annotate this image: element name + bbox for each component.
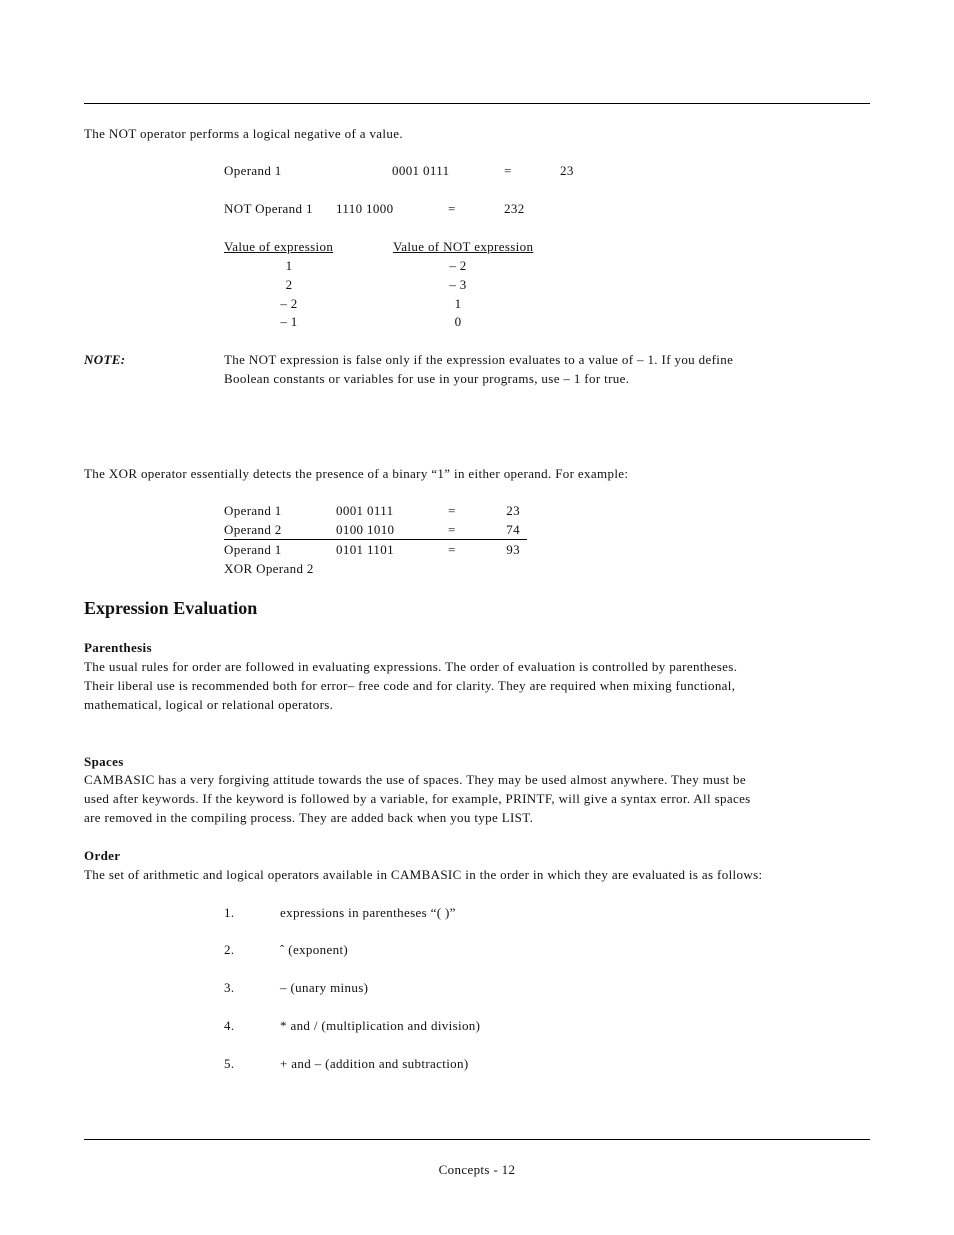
xor-row-2-value: 74	[506, 522, 520, 537]
not-table-row-3-value: – 2	[280, 296, 298, 311]
not-result-value: 232	[504, 201, 525, 216]
not-table-row-1-value: 1	[285, 258, 293, 273]
not-result-label: NOT Operand 1	[224, 201, 313, 216]
spaces-line-2: used after keywords. If the keyword is followed by a variable, for example, PRINTF, will give a syntax error. All spaces	[84, 791, 751, 806]
not-operand-eq: =	[504, 163, 512, 178]
xor-row-3-eq: =	[448, 542, 456, 557]
xor-row-3-label-cont: XOR Operand 2	[224, 561, 314, 576]
xor-row-1-bits: 0001 0111	[336, 503, 394, 518]
note-line-1: The NOT expression is false only if the expression evaluates to a value of – 1. If you define	[224, 352, 734, 367]
order-item-4-num: 4.	[224, 1018, 235, 1033]
xor-row-2-eq: =	[448, 522, 456, 537]
parenthesis-line-1: The usual rules for order are followed in evaluating expressions. The order of evaluation is controlled by parentheses.	[84, 659, 738, 674]
order-item-5-text: + and – (addition and subtraction)	[280, 1056, 469, 1071]
parenthesis-line-2: Their liberal use is recommended both for error– free code and for clarity. They are required when mixing functional,	[84, 678, 736, 693]
order-item-1-text: expressions in parentheses “( )”	[280, 905, 456, 920]
xor-row-1-label: Operand 1	[224, 503, 282, 518]
xor-row-1-value: 23	[506, 503, 520, 518]
not-table-row-4-not: 0	[454, 314, 462, 329]
not-operand-value: 23	[560, 163, 574, 178]
xor-row-2-bits: 0100 1010	[336, 522, 395, 537]
order-item-3-text: – (unary minus)	[280, 980, 369, 995]
not-table-row-4-value: – 1	[280, 314, 298, 329]
note-line-2: Boolean constants or variables for use in your programs, use – 1 for true.	[224, 371, 630, 386]
xor-row-3-label: Operand 1	[224, 542, 282, 557]
not-intro: The NOT operator performs a logical negative of a value.	[84, 126, 403, 141]
not-table-row-3-not: 1	[454, 296, 462, 311]
not-result-bits: 1110 1000	[336, 201, 394, 216]
order-title: Order	[84, 848, 121, 863]
xor-intro: The XOR operator essentially detects the presence of a binary “1” in either operand. For example:	[84, 466, 629, 481]
not-table-header-expression: Value of expression	[224, 239, 334, 254]
spaces-line-1: CAMBASIC has a very forgiving attitude towards the use of spaces. They may be used almost anywhere. They must be	[84, 772, 746, 787]
order-item-5-num: 5.	[224, 1056, 235, 1071]
page-footer: Concepts - 12	[438, 1162, 516, 1177]
footer-rule	[84, 1139, 870, 1140]
not-result-eq: =	[448, 201, 456, 216]
not-table-row-1-not: – 2	[449, 258, 467, 273]
order-item-1-num: 1.	[224, 905, 235, 920]
xor-row-3-value: 93	[506, 542, 520, 557]
not-operand-bits: 0001 0111	[392, 163, 450, 178]
note-label: NOTE:	[84, 352, 126, 367]
parenthesis-title: Parenthesis	[84, 640, 152, 655]
xor-row-3-bits: 0101 1101	[336, 542, 394, 557]
section-title: Expression Evaluation	[84, 598, 258, 618]
order-item-3-num: 3.	[224, 980, 235, 995]
header-rule	[84, 103, 870, 104]
xor-row-2-label: Operand 2	[224, 522, 282, 537]
spaces-title: Spaces	[84, 754, 124, 769]
order-intro: The set of arithmetic and logical operators available in CAMBASIC in the order in which they are evaluated is as follows:	[84, 867, 763, 882]
not-table-row-2-value: 2	[285, 277, 293, 292]
parenthesis-line-3: mathematical, logical or relational operators.	[84, 697, 334, 712]
spaces-line-3: are removed in the compiling process. They are added back when you type LIST.	[84, 810, 534, 825]
xor-row-1-eq: =	[448, 503, 456, 518]
not-operand-label: Operand 1	[224, 163, 282, 178]
order-item-4-text: * and / (multiplication and division)	[280, 1018, 481, 1033]
not-table-row-2-not: – 3	[449, 277, 467, 292]
not-table-header-not: Value of NOT expression	[393, 239, 534, 254]
order-item-2-num: 2.	[224, 942, 235, 957]
order-item-2-text: ˆ (exponent)	[280, 942, 349, 957]
